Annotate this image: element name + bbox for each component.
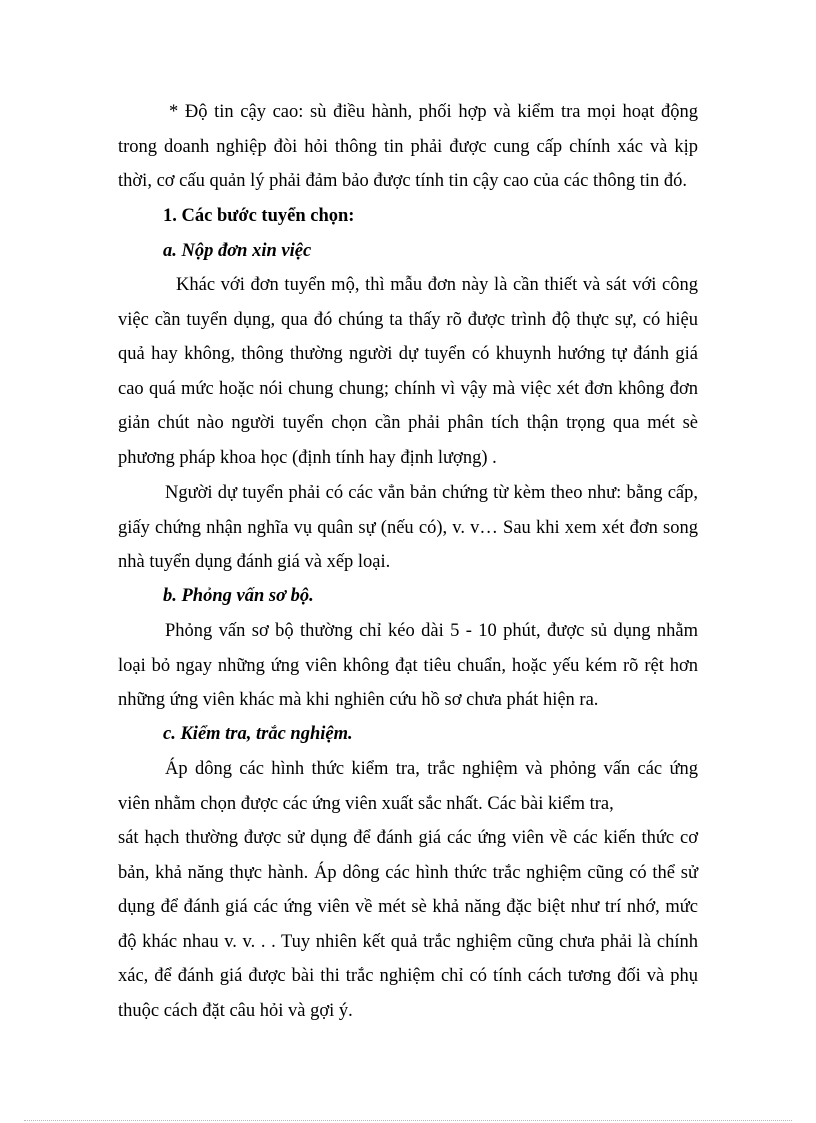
paragraph-testing-intro: Áp dông các hình thức kiểm tra, trắc nghiệm và phỏng vấn các ứng viên nhằm chọn được các ứng viên xuất sắc nhất. Các bài kiểm tra, — [118, 759, 698, 814]
heading-b-preliminary-interview: b. Phỏng vấn sơ bộ. — [163, 586, 314, 606]
heading-a-application: a. Nộp đơn xin việc — [163, 241, 312, 261]
paragraph-testing-detail: sát hạch thường được sử dụng để đánh giá các ứng viên về các kiến thức cơ bản, khả năng thực hành. Áp dông các hình thức trắc nghiệm cũng có thể sử dụng để đánh giá các ứng viên về mét sè khả năng đặc biệt như trí nhớ, mức độ khác nhau v. v. . . Tuy nhiên kết quả trắc nghiệm cũng chưa phải là chính xác, để đánh giá được bài thi trắc nghiệm chỉ có tính cách tương đối và phụ thuộc cách đặt câu hỏi và gợi ý. — [118, 828, 698, 1021]
paragraph-preliminary-interview: Phỏng vấn sơ bộ thường chỉ kéo dài 5 - 10 phút, được sủ dụng nhằm loại bỏ ngay những ứng viên không đạt tiêu chuẩn, hoặc yếu kém rõ rệt hơn những ứng viên khác mà khi nghiên cứu hồ sơ chưa phát hiện ra. — [118, 621, 698, 711]
heading-selection-steps: 1. Các bước tuyển chọn: — [163, 206, 355, 226]
paragraph-application-form: Khác với đơn tuyển mộ, thì mẫu đơn này là cần thiết và sát với công việc cần tuyển dụng, qua đó chúng ta thấy rõ được trình độ thực sự, có hiệu quả hay không, thông thường người dự tuyển có khuynh hướng tự đánh giá cao quá mức hoặc nói chung chung; chính vì vậy mà việc xét đơn không đơn giản chút nào người tuyển chọn cần phải phân tích thận trọng qua mét sè phương pháp khoa học (định tính hay định lượng) . — [118, 275, 698, 468]
paragraph-documents: Người dự tuyển phải có các vẳn bản chứng từ kèm theo như: bằng cấp, giấy chứng nhận nghĩa vụ quân sự (nếu có), v. v… Sau khi xem xét đơn song nhà tuyển dụng đánh giá và xếp loại. — [118, 483, 698, 573]
page-bottom-border — [24, 1120, 792, 1121]
heading-c-testing: c. Kiểm tra, trắc nghiệm. — [163, 724, 353, 744]
paragraph-reliability: * Độ tin cậy cao: sù điều hành, phối hợp và kiểm tra mọi hoạt động trong doanh nghiệp đòi hỏi thông tin phải được cung cấp chính xác và kịp thời, cơ cấu quản lý phải đảm bảo được tính tin cậy cao của các thông tin đó. — [118, 102, 698, 192]
